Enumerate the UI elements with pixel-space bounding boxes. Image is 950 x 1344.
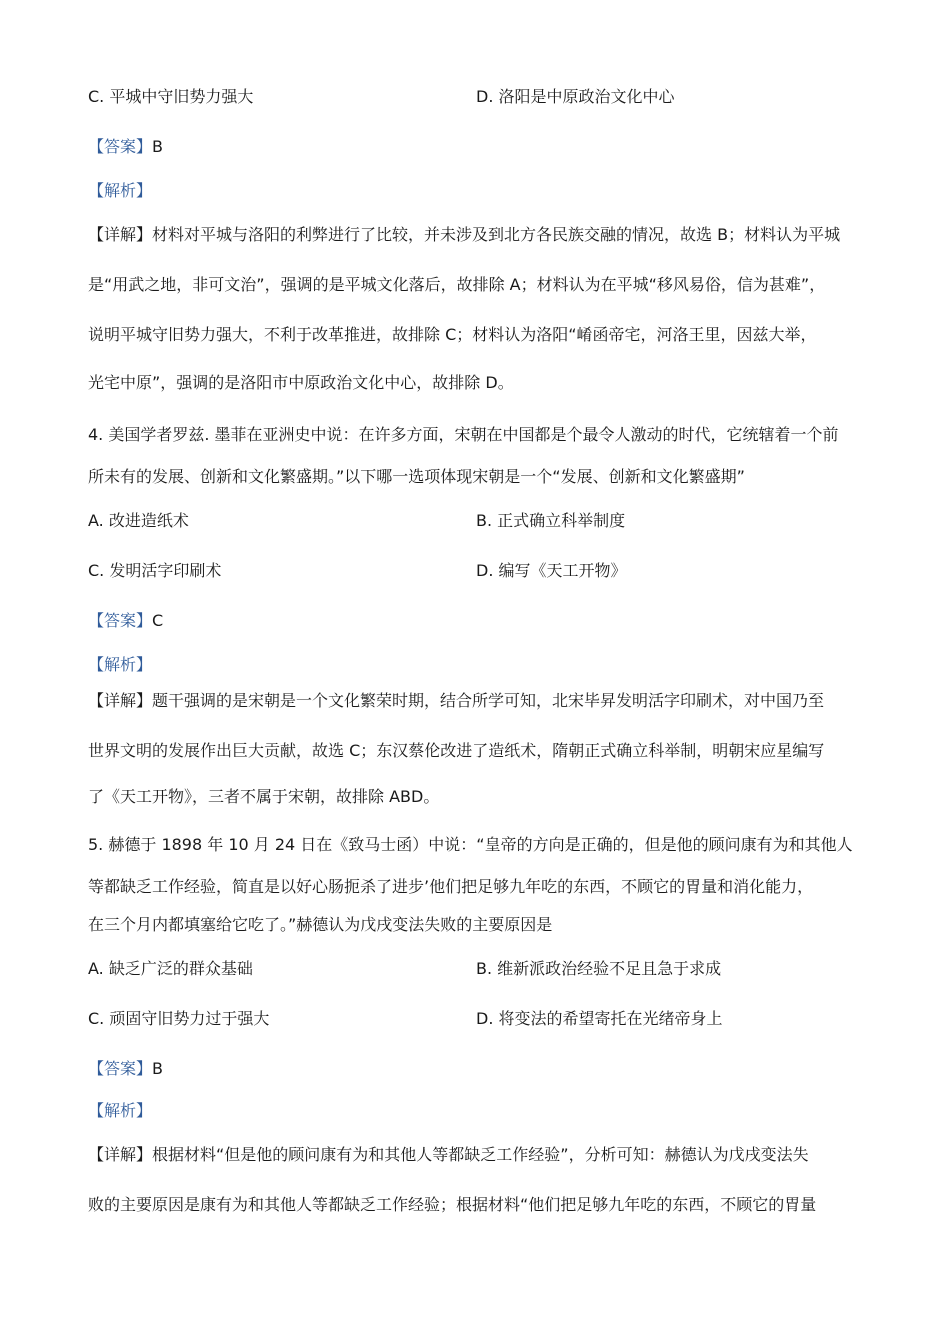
- answer-value: B: [152, 1059, 163, 1078]
- q5-detail-line-2: 败的主要原因是康有为和其他人等都缺乏工作经验；根据材料“他们把足够九年吃的东西，不顾它的胃量: [88, 1195, 817, 1214]
- detail-tag: 【详解】: [88, 225, 153, 244]
- q4-analysis-tag: 【解析】: [88, 655, 153, 674]
- q4-detail-line-1: [88, 690, 824, 712]
- q5-stem-line-1: 5. 赫德于 1898 年 10 月 24 日在《致马士函）中说：“皇帝的方向是正确的，但是他的顾问康有为和其他人: [88, 835, 853, 854]
- detail-tag: 【详解】: [88, 1145, 153, 1164]
- q4-stem-line-1: 4. 美国学者罗兹. 墨菲在亚洲史中说：在许多方面，宋朝在中国都是个最令人激动的时代，它统辖着一个前: [88, 425, 839, 444]
- q4-detail-line-3: 了《天工开物》，三者不属于宋朝，故排除 ABD。: [88, 787, 440, 806]
- answer-tag: 【答案】: [88, 1059, 153, 1078]
- q5-analysis-tag: 【解析】: [88, 1101, 153, 1120]
- q5-stem-line-3: 在三个月内都填塞给它吃了。”赫德认为戊戌变法失败的主要原因是: [88, 915, 553, 934]
- q4-detail-line-2: 世界文明的发展作出巨大贡献，故选 C；东汉蔡伦改进了造纸术，隋朝正式确立科举制，明朝宋应星编写: [88, 741, 825, 760]
- q5-answer: [88, 1058, 163, 1080]
- answer-tag: 【答案】: [88, 137, 153, 156]
- q3-analysis-tag: 【解析】: [88, 181, 153, 200]
- detail-text: 根据材料“但是他的顾问康有为和其他人等都缺乏工作经验”，分析可知：赫德认为戊戌变法失: [152, 1145, 809, 1164]
- answer-value: C: [152, 611, 164, 630]
- q5-stem-line-2: 等都缺乏工作经验，简直是以好心肠扼杀了进步’他们把足够九年吃的东西，不顾它的胃量和消化能力，: [88, 877, 814, 896]
- q3-answer: [88, 136, 163, 158]
- q4-stem-line-2: 所未有的发展、创新和文化繁盛期。”以下哪一选项体现宋朝是一个“发展、创新和文化繁盛期”: [88, 467, 745, 486]
- q3-detail-line-3: 说明平城守旧势力强大，不利于改革推进，故排除 C；材料认为洛阳“崤函帝宅，河洛王里，因兹大举，: [88, 325, 817, 344]
- q3-option-c: C. 平城中守旧势力强大: [88, 87, 254, 106]
- answer-tag: 【答案】: [88, 611, 153, 630]
- q4-answer: [88, 610, 163, 632]
- q3-detail-line-4: 光宅中原”，强调的是洛阳市中原政治文化中心，故排除 D。: [88, 373, 514, 392]
- q5-option-c: C. 顽固守旧势力过于强大: [88, 1009, 270, 1028]
- q3-detail-line-1: [88, 224, 840, 246]
- detail-tag: 【详解】: [88, 691, 153, 710]
- q4-option-a: A. 改进造纸术: [88, 511, 189, 530]
- q4-option-c: C. 发明活字印刷术: [88, 561, 222, 580]
- q3-detail-line-2: 是“用武之地，非可文治”，强调的是平城文化落后，故排除 A；材料认为在平城“移风易俗，信为甚难”，: [88, 275, 826, 294]
- detail-text: 题干强调的是宋朝是一个文化繁荣时期，结合所学可知，北宋毕昇发明活字印刷术，对中国乃至: [152, 691, 825, 710]
- q3-option-d: D. 洛阳是中原政治文化中心: [476, 87, 675, 106]
- q5-option-a: A. 缺乏广泛的群众基础: [88, 959, 253, 978]
- q5-detail-line-1: [88, 1144, 809, 1166]
- detail-text: 材料对平城与洛阳的利弊进行了比较，并未涉及到北方各民族交融的情况，故选 B；材料认为平城: [152, 225, 841, 244]
- q4-option-b: B. 正式确立科举制度: [476, 511, 626, 530]
- answer-value: B: [152, 137, 163, 156]
- q4-option-d: D. 编写《天工开物》: [476, 561, 627, 580]
- q5-option-b: B. 维新派政治经验不足且急于求成: [476, 959, 722, 978]
- q5-option-d: D. 将变法的希望寄托在光绪帝身上: [476, 1009, 723, 1028]
